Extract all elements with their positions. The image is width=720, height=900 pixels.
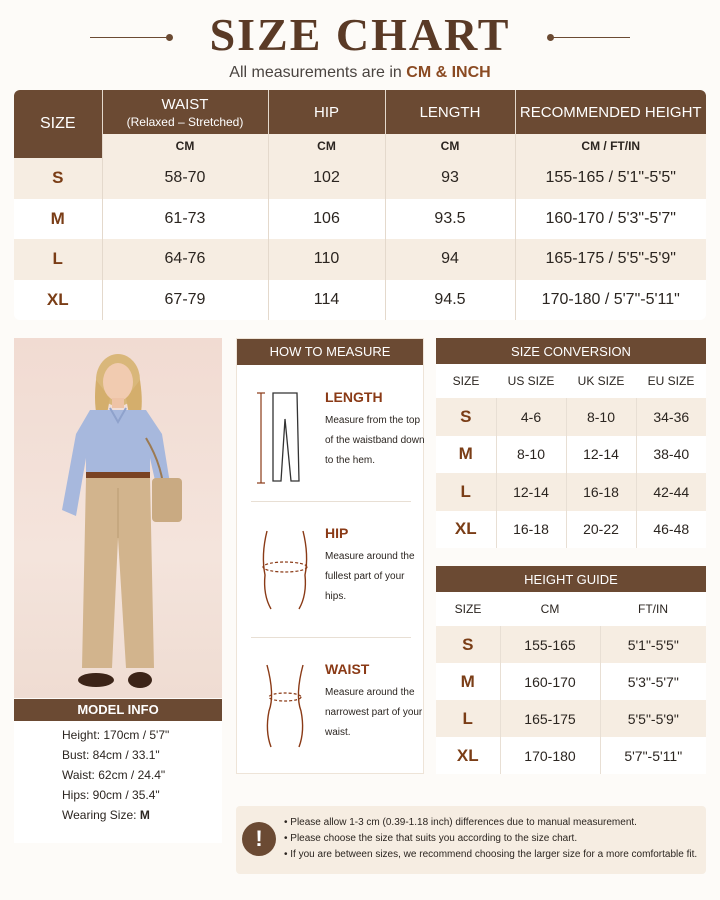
height-cell: 170-180 / 5'7"-5'11" [515,280,706,321]
col-size: SIZE [14,90,102,158]
length-cell: 93.5 [385,199,515,240]
waist-cell: 61-73 [102,199,268,240]
conv-col-uk: UK SIZE [566,364,636,398]
cm-cell: 160-170 [500,663,600,700]
notes-box [236,806,706,874]
subtitle-units: CM & INCH [406,64,491,81]
size-cell: M [14,199,102,240]
waist-cell: 58-70 [102,158,268,199]
hip-cell: 106 [268,199,385,240]
hip-cell: 102 [268,158,385,199]
col-hip: HIP [268,90,385,134]
table-row [14,280,706,321]
us-cell: 16-18 [496,511,566,549]
waist-cell: 64-76 [102,239,268,280]
how-to-measure-heading: HOW TO MEASURE [237,339,423,365]
us-cell: 12-14 [496,473,566,511]
hip-cell: 114 [268,280,385,321]
length-cell: 94.5 [385,280,515,321]
conv-col-us: US SIZE [496,364,566,398]
uk-cell: 8-10 [566,398,636,436]
hg-col-size: SIZE [436,592,500,626]
size-cell: M [436,663,500,700]
header [0,8,720,82]
conv-col-eu: EU SIZE [636,364,706,398]
unit-length: CM [385,134,515,158]
wearing-size: M [139,808,150,822]
table-row [436,663,706,700]
ftin-cell: 5'3"-5'7" [600,663,706,700]
height-cell: 160-170 / 5'3"-5'7" [515,199,706,240]
us-cell: 4-6 [496,398,566,436]
how-to-measure-panel [236,338,424,774]
height-cell: 165-175 / 5'5"-5'9" [515,239,706,280]
waist-cell: 67-79 [102,280,268,321]
uk-cell: 20-22 [566,511,636,549]
measure-hip-title: HIP [325,525,349,541]
model-photo [14,338,222,698]
hg-col-cm: CM [500,592,600,626]
hip-icon [253,525,313,615]
size-cell: XL [14,280,102,321]
eu-cell: 34-36 [636,398,706,436]
col-waist [102,90,268,134]
page-title: SIZE CHART [209,9,511,60]
height-cell: 155-165 / 5'1"-5'5" [515,158,706,199]
model-info [14,721,222,843]
cm-cell: 165-175 [500,700,600,737]
model-hips: Hips: 90cm / 35.4" [62,788,160,802]
table-row [436,737,706,774]
size-cell: L [14,239,102,280]
eu-cell: 38-40 [636,436,706,474]
size-cell: L [436,700,500,737]
ftin-cell: 5'5"-5'9" [600,700,706,737]
measure-hip-desc: Measure around the fullest part of your hips. [325,551,415,602]
model-bust: Bust: 84cm / 33.1" [62,748,160,762]
size-chart-table [14,90,706,320]
unit-hip: CM [268,134,385,158]
ftin-cell: 5'7"-5'11" [600,737,706,774]
pants-icon [253,389,303,489]
size-cell: S [14,158,102,199]
unit-height: CM / FT/IN [515,134,706,158]
length-cell: 93 [385,158,515,199]
model-height: Height: 170cm / 5'7" [62,728,170,742]
measure-length-desc: Measure from the top of the waistband down to the hem. [325,415,425,466]
length-cell: 94 [385,239,515,280]
hip-cell: 110 [268,239,385,280]
eu-cell: 46-48 [636,511,706,549]
measure-waist-desc: Measure around the narrowest part of your waist. [325,687,423,738]
alert-icon: ! [242,822,276,856]
table-row [436,626,706,663]
col-length: LENGTH [385,90,515,134]
unit-waist: CM [102,134,268,158]
table-row [436,511,706,549]
eu-cell: 42-44 [636,473,706,511]
uk-cell: 12-14 [566,436,636,474]
measure-hip [247,525,415,615]
cm-cell: 155-165 [500,626,600,663]
subtitle-text: All measurements are in [229,64,407,81]
table-row [436,700,706,737]
height-guide-heading: HEIGHT GUIDE [436,566,706,592]
note-item: • Please allow 1-3 cm (0.39-1.18 inch) differences due to manual measurement. [284,815,697,831]
size-conversion-table [436,338,706,548]
table-row [436,473,706,511]
divider [251,501,411,502]
notes-list [284,815,697,863]
note-item: • Please choose the size that suits you according to the size chart. [284,831,697,847]
size-cell: M [436,436,496,474]
size-cell: XL [436,511,496,549]
model-wearing [62,805,222,825]
measure-waist-title: WAIST [325,661,370,677]
page-subtitle [0,64,720,82]
ftin-cell: 5'1"-5'5" [600,626,706,663]
hg-col-ftin: FT/IN [600,592,706,626]
col-waist-note: (Relaxed – Stretched) [126,114,244,129]
conv-col-size: SIZE [436,364,496,398]
size-cell: XL [436,737,500,774]
us-cell: 8-10 [496,436,566,474]
size-cell: S [436,398,496,436]
size-conversion-heading: SIZE CONVERSION [436,338,706,364]
measure-waist [247,661,423,751]
model-illustration [14,338,222,698]
height-guide-table [436,566,706,774]
col-waist-label: WAIST [161,95,209,113]
cm-cell: 170-180 [500,737,600,774]
table-row [14,239,706,280]
measure-length-title: LENGTH [325,389,383,405]
model-waist: Waist: 62cm / 24.4" [62,768,166,782]
size-cell: L [436,473,496,511]
table-row [14,199,706,240]
note-item: • If you are between sizes, we recommend choosing the larger size for a more comfortable fit. [284,847,697,863]
table-row [436,398,706,436]
col-height: RECOMMENDED HEIGHT [515,90,706,134]
waist-icon [253,661,313,751]
table-row [436,436,706,474]
size-cell: S [436,626,500,663]
measure-length [247,389,425,489]
uk-cell: 16-18 [566,473,636,511]
divider [251,637,411,638]
model-info-heading: MODEL INFO [14,699,222,721]
table-row [14,158,706,199]
wearing-label: Wearing Size: [62,808,140,822]
